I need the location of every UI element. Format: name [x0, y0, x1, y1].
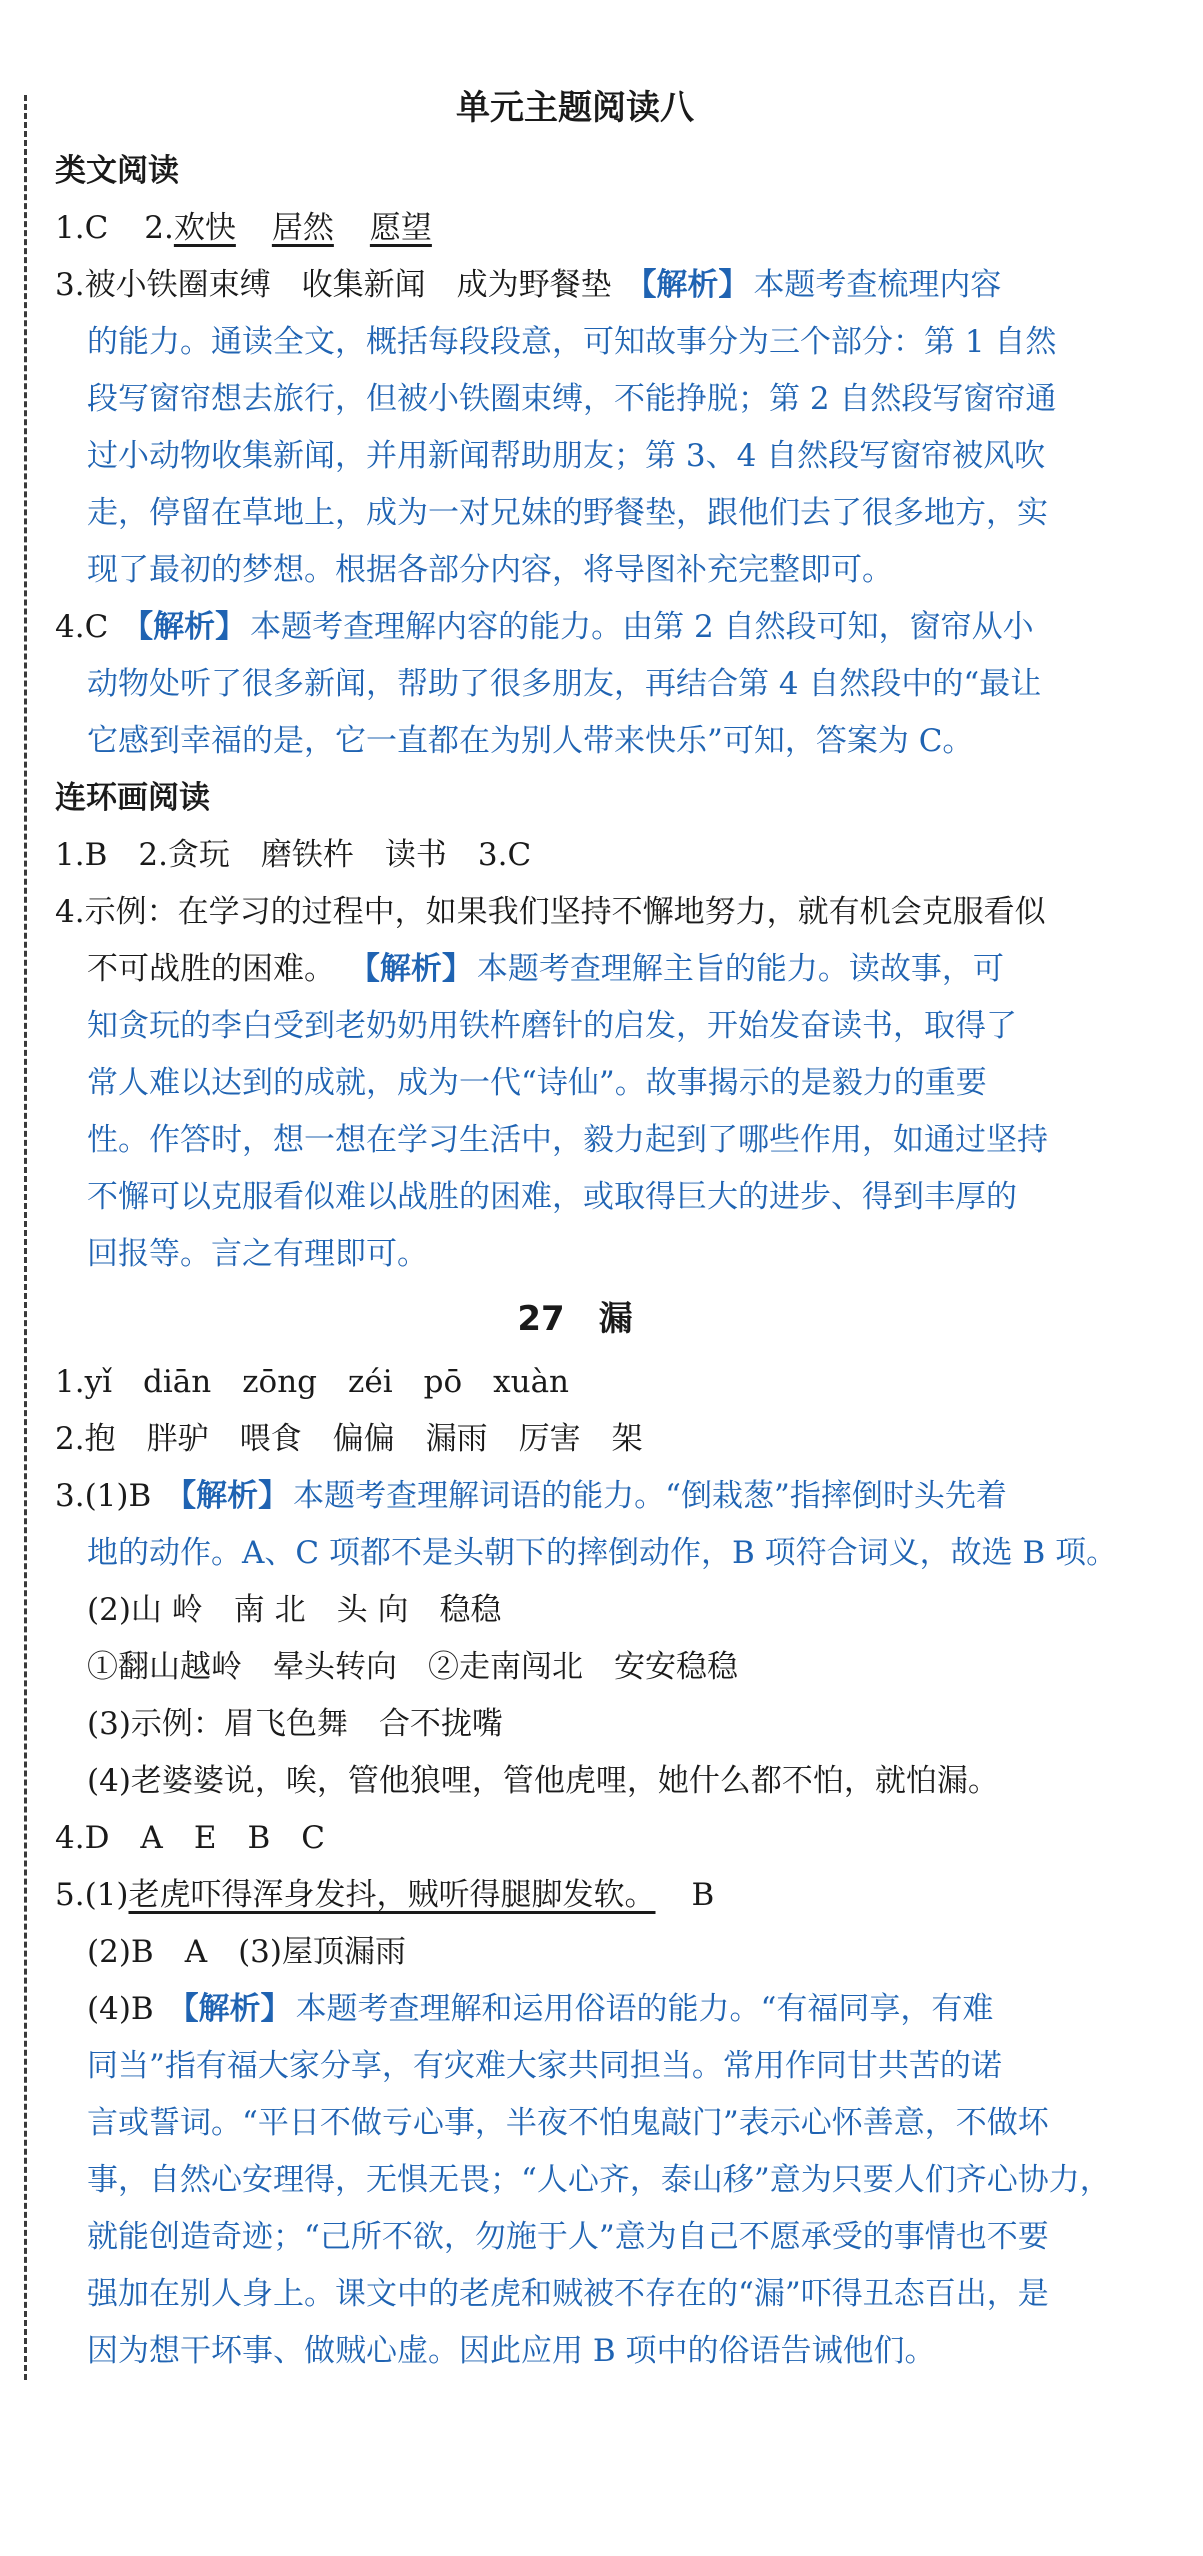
explanation-line: 动物处听了很多新闻，帮助了很多朋友，再结合第 4 自然段中的“最让: [87, 666, 1042, 702]
leiwen-q4-expl: 本题考查理解内容的能力。由第 2 自然段可知，窗帘从小: [250, 609, 1034, 645]
unit-title: 单元主题阅读八: [456, 88, 694, 128]
section-title-lianhuanhua: 连环画阅读: [55, 780, 210, 816]
lesson-title: 27 漏: [517, 1299, 633, 1339]
lesson27-q3-2b: ①翻山越岭 晕头转向 ②走南闯北 安安稳稳: [87, 1649, 738, 1685]
lesson27-q3-3: (3)示例：眉飞色舞 合不拢嘴: [87, 1706, 503, 1742]
jiexi-tag: 【解析】: [625, 267, 750, 303]
jiexi-tag: 【解析】: [165, 1478, 290, 1514]
explanation-line: 段写窗帘想去旅行，但被小铁圈束缚，不能挣脱；第 2 自然段写窗帘通: [87, 381, 1057, 417]
explanation-line: 事，自然心安理得，无惧无畏；“人心齐，泰山移”意为只要人们齐心协力，: [87, 2162, 1111, 2198]
lesson27-q3-4: (4)老婆婆说，唉，管他狼哩，管他虎哩，她什么都不怕，就怕漏。: [87, 1763, 999, 1799]
leiwen-q4-answer: 4.C: [55, 609, 109, 645]
explanation-line: 过小动物收集新闻，并用新闻帮助朋友；第 3、4 自然段写窗帘被风吹: [87, 438, 1046, 474]
explanation-line: 的能力。通读全文，概括每段段意，可知故事分为三个部分：第 1 自然: [87, 324, 1057, 360]
jiexi-tag: 【解析】: [348, 951, 473, 987]
leiwen-q2-word-3: 愿望: [369, 210, 432, 246]
explanation-line: 不懈可以克服看似难以战胜的困难，或取得巨大的进步、得到丰厚的: [87, 1179, 1017, 1215]
explanation-line: 强加在别人身上。课文中的老虎和贼被不存在的“漏”吓得丑态百出，是: [87, 2276, 1049, 2312]
explanation-line: 言或誓词。“平日不做亏心事，半夜不怕鬼敲门”表示心怀善意，不做坏: [87, 2105, 1049, 2141]
explanation-line: 性。作答时，想一想在学习生活中，毅力起到了哪些作用，如通过坚持: [87, 1122, 1048, 1158]
explanation-line: 它感到幸福的是，它一直都在为别人带来快乐”可知，答案为 C。: [87, 723, 974, 759]
leiwen-q1-q2: [55, 200, 1095, 257]
lesson27-q3-2: (2)山 岭 南 北 头 向 稳稳: [87, 1592, 502, 1628]
lesson27-q4: 4.D A E B C: [55, 1820, 325, 1856]
lianhuanhua-q4-answer-2: 不可战胜的困难。: [87, 951, 335, 987]
leiwen-q3: [55, 257, 1095, 314]
explanation-line: 常人难以达到的成就，成为一代“诗仙”。故事揭示的是毅力的重要: [87, 1065, 987, 1101]
lesson27-q3-1: [55, 1468, 1095, 1525]
jiexi-tag: 【解析】: [122, 609, 247, 645]
lesson27-q3-1-answer: 3.(1)B: [55, 1478, 152, 1514]
explanation-line: 同当”指有福大家分享，有灾难大家共同担当。常用作同甘共苦的诺: [87, 2048, 1002, 2084]
leiwen-q1: 1.C: [55, 210, 109, 246]
explanation-line: 地的动作。A、C 项都不是头朝下的摔倒动作，B 项符合词义，故选 B 项。: [87, 1535, 1118, 1571]
leiwen-q2-prefix: 2.: [144, 210, 174, 246]
leiwen-q4: [55, 599, 1095, 656]
lesson27-q5-1-underlined: 老虎吓得浑身发抖，贼听得腿脚发软。: [128, 1877, 656, 1913]
lesson27-q5-4-expl: 本题考查理解和运用俗语的能力。“有福同享，有难: [295, 1991, 994, 2027]
explanation-line: 现了最初的梦想。根据各部分内容，将导图补充完整即可。: [87, 552, 893, 588]
explanation-line: 知贪玩的李白受到老奶奶用铁杵磨针的启发，开始发奋读书，取得了: [87, 1008, 1017, 1044]
lesson27-q5-4-answer: (4)B: [87, 1991, 154, 2027]
leiwen-q2-word-1: 欢快: [173, 210, 236, 246]
lianhuanhua-q4-line2: [55, 941, 1095, 998]
leiwen-q3-expl: 本题考查梳理内容: [753, 267, 1002, 303]
lesson27-q2: 2.抱 胖驴 喂食 偏偏 漏雨 厉害 架: [55, 1421, 643, 1457]
lianhuanhua-q4-answer: 4.示例：在学习的过程中，如果我们坚持不懈地努力，就有机会克服看似: [55, 894, 1046, 930]
answer-page: [55, 80, 1118, 2380]
lesson27-q5-2: (2)B A (3)屋顶漏雨: [87, 1934, 406, 1970]
lesson27-q5-1: [55, 1867, 1095, 1924]
lesson27-q3-1-expl: 本题考查理解词语的能力。“倒栽葱”指摔倒时头先着: [293, 1478, 1007, 1514]
lesson27-q5-1-suffix: B: [691, 1877, 715, 1913]
leiwen-q2-word-2: 居然: [271, 210, 334, 246]
jiexi-tag: 【解析】: [167, 1991, 292, 2027]
explanation-line: 走，停留在草地上，成为一对兄妹的野餐垫，跟他们去了很多地方，实: [87, 495, 1048, 531]
lesson27-q5-1-prefix: 5.(1): [55, 1877, 129, 1913]
explanation-line: 因为想干坏事、做贼心虚。因此应用 B 项中的俗语告诫他们。: [87, 2333, 936, 2369]
lianhuanhua-line1: 1.B 2.贪玩 磨铁杵 读书 3.C: [55, 837, 532, 873]
section-title-leiwen: 类文阅读: [55, 153, 179, 189]
explanation-line: 就能创造奇迹；“己所不欲，勿施于人”意为自己不愿承受的事情也不要: [87, 2219, 1049, 2255]
cut-line: [24, 95, 27, 2380]
lesson27-q1: 1.yǐ diān zōng zéi pō xuàn: [55, 1364, 570, 1400]
lesson27-q5-4: [55, 1981, 1095, 2038]
explanation-line: 回报等。言之有理即可。: [87, 1236, 428, 1272]
lianhuanhua-q4-expl: 本题考查理解主旨的能力。读故事，可: [476, 951, 1004, 987]
leiwen-q3-answer: 3.被小铁圈束缚 收集新闻 成为野餐垫: [55, 267, 612, 303]
